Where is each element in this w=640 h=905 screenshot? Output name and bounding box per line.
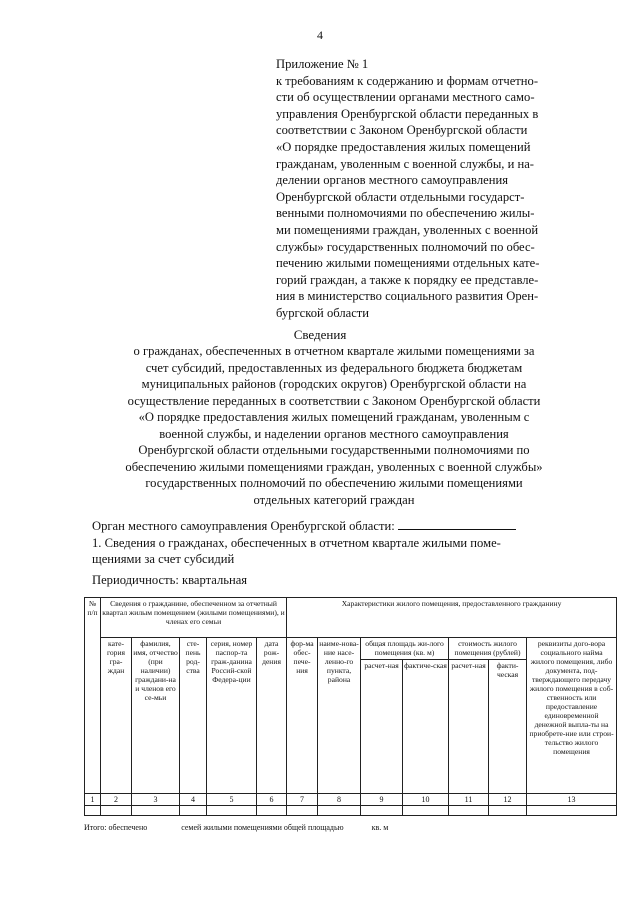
appendix-line: Оренбургской области отдельными государст- [276, 189, 525, 204]
appendix-line: делении органов местного самоуправления [276, 173, 508, 188]
column-number: 11 [449, 794, 489, 806]
appendix-line: гражданам, уволенным с военной службы, и на- [276, 156, 534, 171]
column-number: 12 [489, 794, 527, 806]
header-requisites: реквизиты дого-вора социального найма жилого помещения, либо документа, под-тверждающего передачу жилого помещения в соб-ственность или предоставление единовременной денежной выпла-ты на приобрете-ние или строи-тельство жилого помещения [527, 638, 617, 794]
header-form: фор-ма обес-пече-ния [287, 638, 318, 794]
total-unit: кв. м [371, 823, 389, 832]
empty-cell [527, 806, 617, 816]
header-number: № п/п [85, 598, 101, 794]
header-cost-calc: расчет-ная [449, 660, 489, 794]
header-area-fact: фактиче-ская [403, 660, 449, 794]
column-number: 6 [257, 794, 287, 806]
empty-cell [403, 806, 449, 816]
empty-cell [287, 806, 318, 816]
header-birthdate: дата рож-дения [257, 638, 287, 794]
column-number: 8 [318, 794, 361, 806]
header-locality: наиме-нова-ние насе-ленно-го пункта, района [318, 638, 361, 794]
column-number: 1 [85, 794, 101, 806]
header-passport: серия, номер паспор-та граж-данина Россий-ской Федера-ции [207, 638, 257, 794]
section-line: щениями за счет субсидий [92, 552, 235, 566]
header-kinship: сте-пень род-ства [180, 638, 207, 794]
header-housing-info: Характеристики жилого помещения, предоставленного гражданину [287, 598, 617, 638]
page-number: 4 [317, 28, 323, 42]
appendix-line: венными полномочиями по обеспечению жилы- [276, 206, 535, 221]
empty-cell [85, 806, 101, 816]
svedeniya-line: отдельных категорий граждан [253, 492, 415, 507]
svedeniya-line: государственных полномочий по обеспечению жилыми помещениями [145, 476, 523, 490]
section-line: 1. Сведения о гражданах, обеспеченных в отчетном квартале жилыми поме- [92, 535, 501, 550]
appendix-line: сти об осуществлении органами местного само- [276, 90, 535, 105]
appendix-line: службы» государственных полномочий по обес- [276, 239, 535, 254]
appendix-line: ния в министерство социального развития Орен- [276, 289, 539, 304]
column-number: 2 [101, 794, 132, 806]
total-label: Итого: обеспечено [84, 823, 148, 832]
periodicity: Периодичность: квартальная [92, 573, 248, 587]
empty-cell [132, 806, 180, 816]
total-label-area: семей жилыми помещениями общей площадью [181, 823, 344, 832]
total-line [84, 823, 616, 833]
svedeniya-line: муниципальных районов (городских округов) Оренбургской области на [141, 377, 527, 391]
empty-cell [449, 806, 489, 816]
header-area: общая площадь жи-лого помещения (кв. м) [361, 638, 449, 660]
header-fio: фамилия, имя, отчество (при наличии) граждани-на и членов его се-мьи [132, 638, 180, 794]
column-number: 9 [361, 794, 403, 806]
svedeniya-line: осуществление переданных в соответствии с Законом Оренбургской области [127, 393, 541, 408]
organ-blank-field[interactable] [398, 519, 516, 530]
appendix-line: ми помещениями граждан, уволенных с военной [276, 222, 539, 237]
svedeniya-line: о гражданах, обеспеченных в отчетном квартале жилыми помещениями за [133, 344, 535, 358]
column-number: 10 [403, 794, 449, 806]
svedeniya-line: военной службы, и наделении органов местного самоуправления [159, 426, 509, 441]
svedeniya-body [84, 343, 584, 508]
appendix-line: соответствии с Законом Оренбургской области [276, 123, 528, 138]
organ-block [92, 518, 612, 568]
column-number: 3 [132, 794, 180, 806]
appendix-line: к требованиям к содержанию и формам отчетно- [276, 73, 539, 88]
appendix-line: горий граждан, а также к порядку ее представле- [276, 272, 539, 287]
svedeniya-line: «О порядке предоставления жилых помещений гражданам, уволенным с [138, 410, 530, 424]
empty-cell [101, 806, 132, 816]
svedeniya-line: счет субсидий, предоставленных из федерального бюджета бюджетам [145, 360, 523, 375]
organ-line [92, 518, 612, 535]
organ-label: Орган местного самоуправления Оренбургской области: [92, 519, 395, 533]
svedeniya-title: Сведения [293, 327, 347, 342]
header-area-calc: расчет-ная [361, 660, 403, 794]
column-number: 5 [207, 794, 257, 806]
empty-cell [489, 806, 527, 816]
svedeniya-line: обеспечению жилыми помещениями граждан, уволенных с военной службы» [125, 459, 543, 474]
column-number: 7 [287, 794, 318, 806]
empty-cell [257, 806, 287, 816]
appendix-line: печению жилыми помещениями отдельных кате- [276, 256, 540, 271]
column-number: 4 [180, 794, 207, 806]
header-cost: стоимость жилого помещения (рублей) [449, 638, 527, 660]
column-number: 13 [527, 794, 617, 806]
empty-cell [180, 806, 207, 816]
empty-cell [318, 806, 361, 816]
appendix-title: Приложение № 1 [276, 57, 369, 71]
empty-cell [207, 806, 257, 816]
appendix-line: бургской области [276, 305, 370, 320]
appendix-block [276, 56, 616, 322]
svedeniya-line: Оренбургской области отдельными государственными полномочиями по [138, 443, 530, 457]
header-category: кате-гория гра-ждан [101, 638, 132, 794]
report-table [84, 597, 617, 816]
empty-cell [361, 806, 403, 816]
header-citizen-info: Сведения о гражданине, обеспеченном за отчетный квартал жилым помещением (жилыми помещениями), и членах его семьи [101, 598, 287, 638]
appendix-line: «О порядке предоставления жилых помещений [276, 139, 531, 154]
appendix-line: управления Оренбургской области переданных в [276, 106, 539, 121]
header-cost-fact: факти-ческая [489, 660, 527, 794]
